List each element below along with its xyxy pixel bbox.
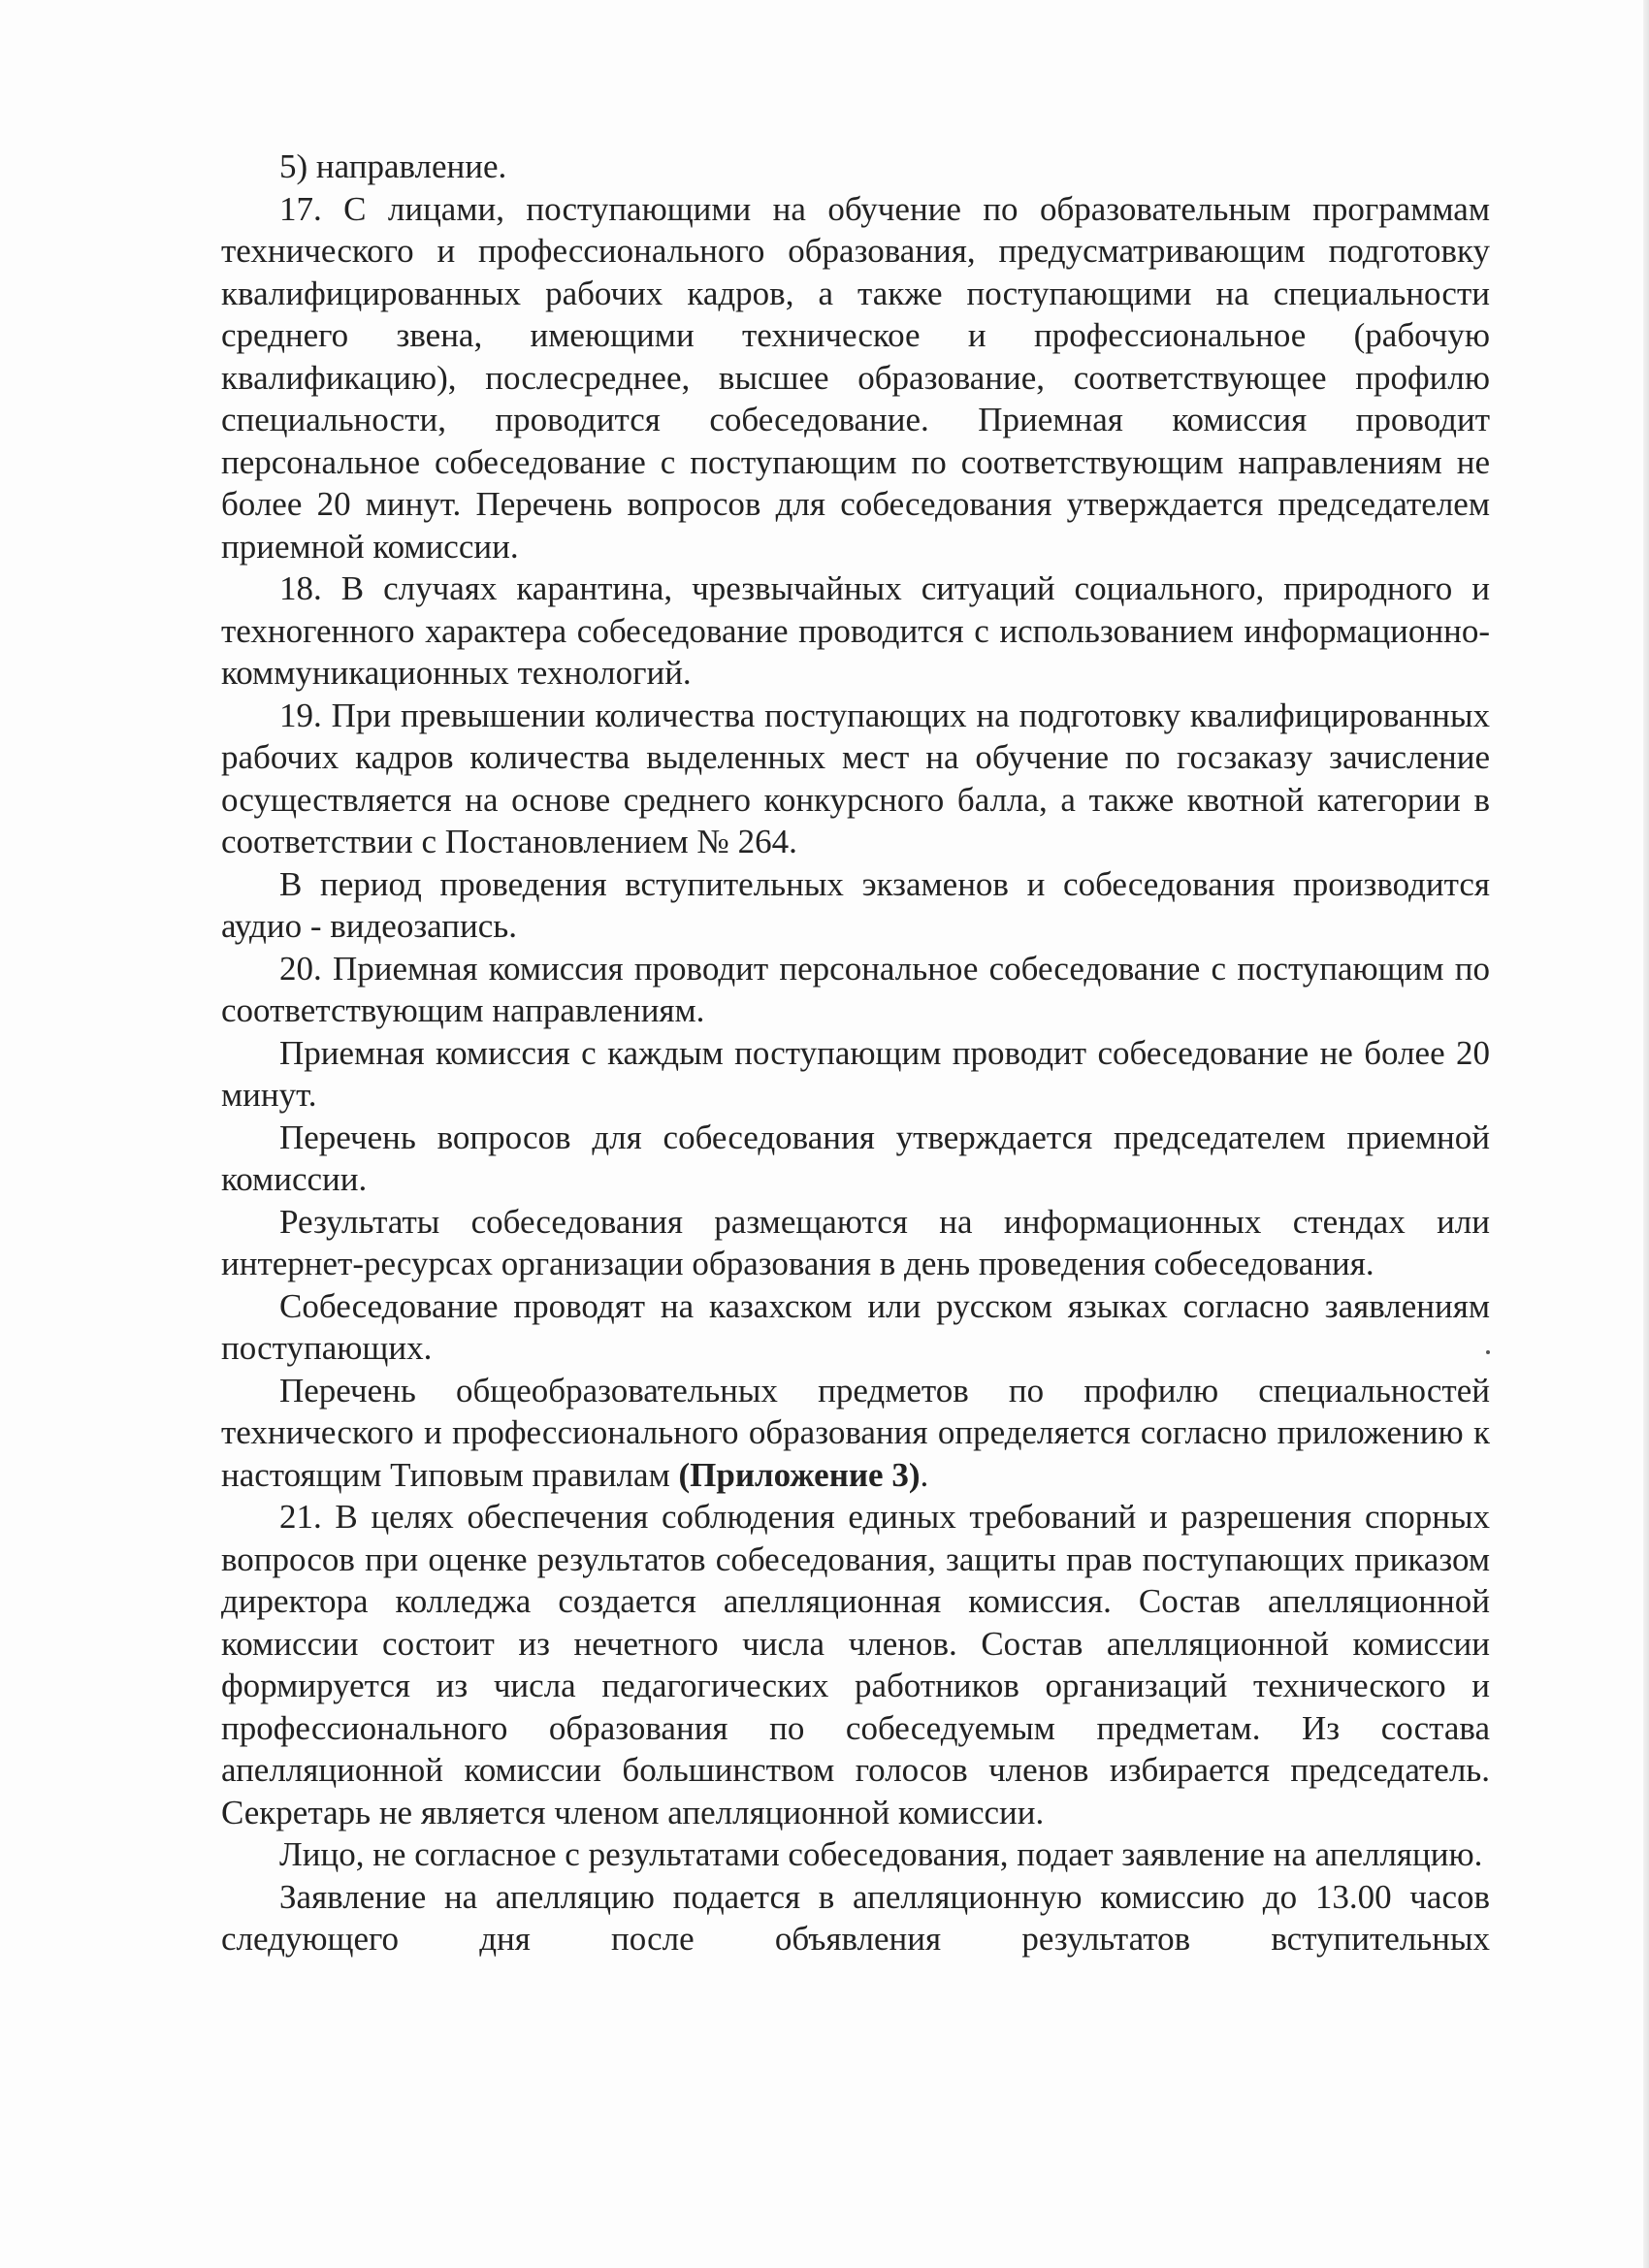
paragraph-questions: Перечень вопросов для собеседования утверждается председателем приемной комиссии.: [221, 1118, 1490, 1198]
paragraph-appeal-statement: Лицо, не согласное с результатами собеседования, подает заявление на апелляцию.: [279, 1835, 1483, 1873]
paragraph-duration: Приемная комиссия с каждым поступающим проводит собеседование не более 20 минут.: [221, 1033, 1490, 1114]
list-item-direction: 5) направление.: [279, 147, 507, 185]
document-body: [221, 146, 1490, 1960]
paragraph-recording: В период проведения вступительных экзаменов и собеседования производится аудио - видеозапись.: [221, 864, 1490, 945]
paragraph-appeal-deadline: Заявление на апелляцию подается в апелляционную комиссию до 13.00 часов следующего дня после объявления результатов вступительных: [221, 1877, 1490, 1958]
paragraph-18: 18. В случаях карантина, чрезвычайных ситуаций социального, природного и техногенного характера собеседование проводится с использованием информационно-коммуникационных технологий.: [221, 569, 1490, 692]
paragraph-19: 19. При превышении количества поступающих на подготовку квалифицированных рабочих кадров количества выделенных мест на обучение по госзаказу зачисление осуществляется на основе среднего конкурсного балла, а также квотной категории в соответствии с Постановлением № 264.: [221, 696, 1490, 860]
paragraph-subjects-end: .: [920, 1455, 929, 1494]
scan-speck: [1486, 1350, 1490, 1354]
scan-edge: [1643, 0, 1649, 2268]
paragraph-21: 21. В целях обеспечения соблюдения единых требований и разрешения спорных вопросов при оценке результатов собеседования, защиты прав поступающих приказом директора колледжа создается апелляционная комиссия. Состав апелляционной комиссии состоит из нечетного числа членов. Состав апелляционной комиссии формируется из числа педагогических работников организаций технического и профессионального образования по собеседуемым предметам. Из состава апелляционной комиссии большинством голосов членов избирается председатель. Секретарь не является членом апелляционной комиссии.: [221, 1498, 1490, 1831]
paragraph-subjects: [221, 1370, 1490, 1497]
appendix-reference: (Приложение 3): [678, 1455, 921, 1494]
paragraph-results: Результаты собеседования размещаются на информационных стендах или интернет-ресурсах организации образования в день проведения собеседования.: [221, 1202, 1490, 1282]
paragraph-20: 20. Приемная комиссия проводит персональное собеседование с поступающим по соответствующим направлениям.: [221, 949, 1490, 1029]
paragraph-language: Собеседование проводят на казахском или русском языках согласно заявлениям поступающих.: [221, 1286, 1490, 1367]
paragraph-17: 17. С лицами, поступающими на обучение по образовательным программам технического и профессионального образования, предусматривающим подготовку квалифицированных рабочих кадров, а также поступающими на специальности среднего звена, имеющими техническое и профессиональное (рабочую квалификацию), послесреднее, высшее образование, соответствующее профилю специальности, проводится собеседование. Приемная комиссия проводит персональное собеседование с поступающим по соответствующим направлениям не более 20 минут. Перечень вопросов для собеседования утверждается председателем приемной комиссии.: [221, 189, 1490, 566]
paragraph-subjects-text: Перечень общеобразовательных предметов по профилю специальностей технического и профессионального образования определяется согласно приложению к настоящим Типовым правилам: [221, 1371, 1490, 1494]
